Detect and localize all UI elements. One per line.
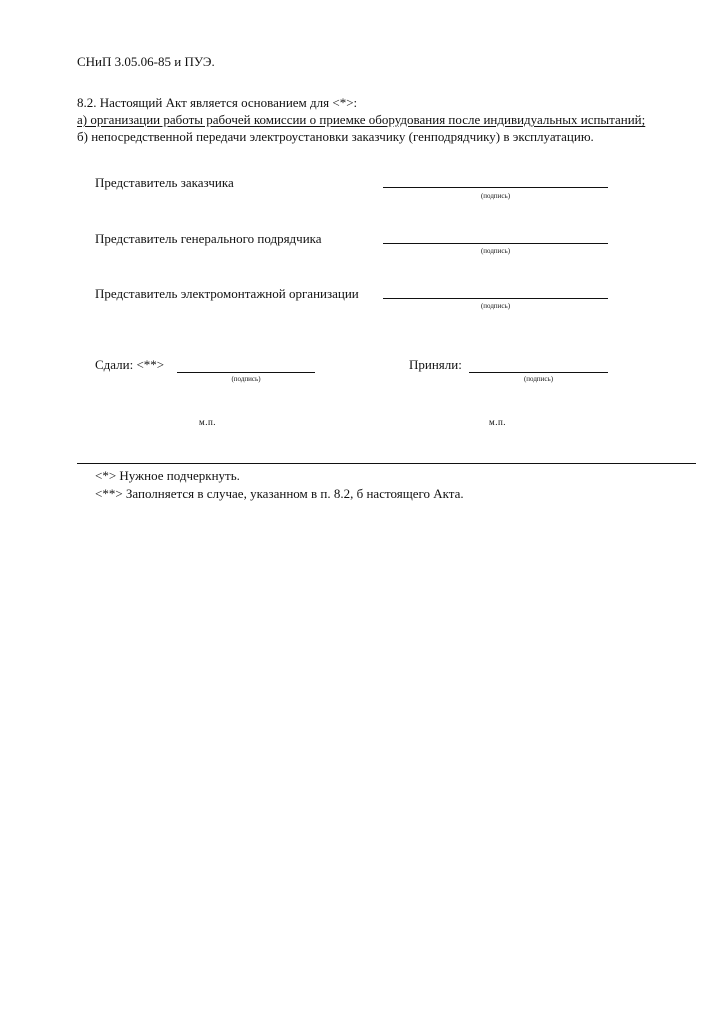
option-a: а) организации работы рабочей комиссии о приемке оборудования после индивидуальных испытаний; — [77, 112, 646, 127]
customer-signature-line[interactable] — [383, 187, 608, 188]
electrical-org-signature-caption: (подпись) — [480, 302, 511, 310]
general-contractor-signature-caption: (подпись) — [480, 247, 511, 255]
electrical-org-representative-label: Представитель электромонтажной организации — [95, 286, 359, 301]
general-contractor-signature-line[interactable] — [383, 243, 608, 244]
option-b: б) непосредственной передачи электроустановки заказчику (генподрядчику) в эксплуатацию. — [77, 129, 594, 144]
general-contractor-representative-label: Представитель генерального подрядчика — [95, 231, 322, 246]
clause-8-2: 8.2. Настоящий Акт является основанием для <*>: — [77, 95, 358, 110]
stamp-place-left: м.п. — [199, 417, 217, 427]
accepted-signature-caption: (подпись) — [523, 375, 554, 383]
footnote-2: <**> Заполняется в случае, указанном в п. 8.2, б настоящего Акта. — [95, 486, 464, 501]
handed-over-signature-line[interactable] — [177, 372, 315, 373]
handed-over-signature-caption: (подпись) — [231, 375, 261, 383]
footnote-1: <*> Нужное подчеркнуть. — [95, 468, 240, 483]
accepted-signature-line[interactable] — [469, 372, 608, 373]
norms-reference: СНиП 3.05.06-85 и ПУЭ. — [77, 54, 215, 69]
stamp-place-right: м.п. — [489, 417, 507, 427]
customer-signature-caption: (подпись) — [480, 192, 511, 200]
customer-representative-label: Представитель заказчика — [95, 175, 234, 190]
handed-over-label: Сдали: <**> — [95, 357, 165, 372]
electrical-org-signature-line[interactable] — [383, 298, 608, 299]
footnote-divider — [77, 463, 696, 464]
accepted-label: Приняли: — [409, 357, 462, 372]
